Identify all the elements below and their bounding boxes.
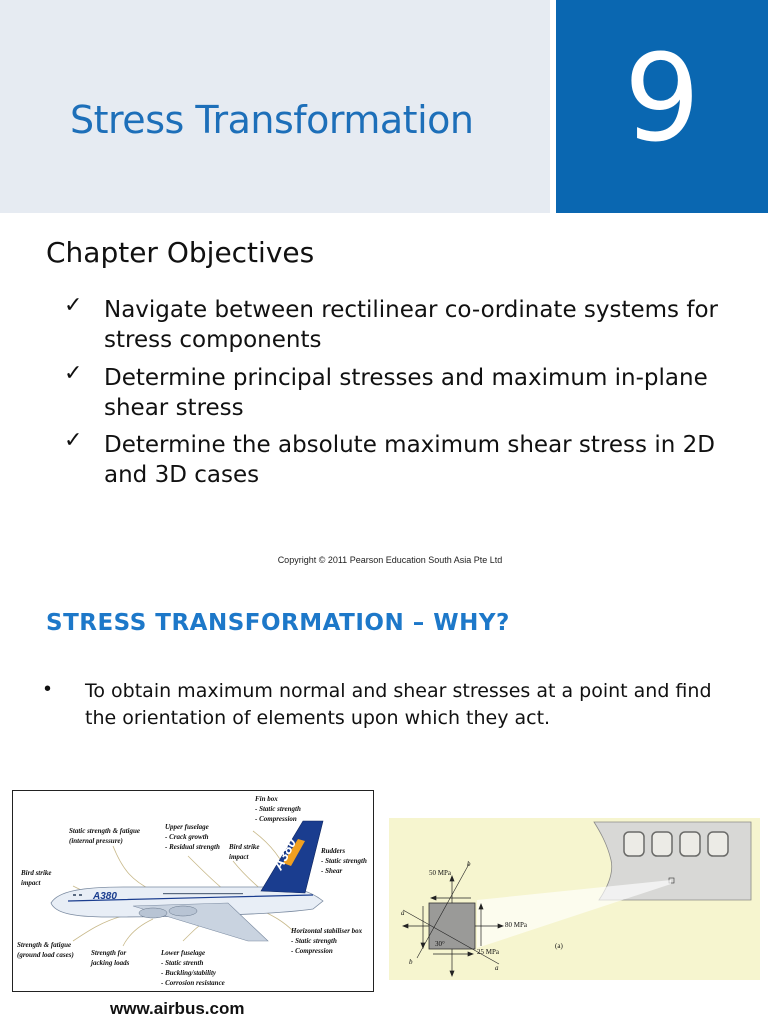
- airbus-a380-figure: [12, 790, 374, 992]
- bullet-icon: •: [44, 678, 52, 700]
- objective-text: Determine principal stresses and maximum in-plane shear stress: [104, 365, 708, 421]
- airbus-a380-illustration: [13, 791, 373, 991]
- fuselage-logo: A380: [93, 891, 117, 902]
- tail-logo: A380: [269, 835, 300, 873]
- chapter-title: Stress Transformation: [70, 98, 474, 142]
- rudders-label: Rudders - Static strength - Shear: [321, 847, 367, 875]
- axis-a-label: a: [401, 909, 405, 917]
- axis-b-label: b: [467, 860, 471, 868]
- objectives-heading: Chapter Objectives: [46, 236, 315, 269]
- figure-caption: (a): [555, 942, 563, 950]
- stress-element-figure: [389, 818, 760, 980]
- bird-strike-nose-label: Bird strike impact: [21, 869, 52, 887]
- fin-box-label: Fin box - Static strength - Compression: [255, 795, 301, 823]
- static-fatigue-label: Static strength & fatigue (internal pressure): [69, 827, 140, 845]
- axis-b2-label: b: [409, 958, 413, 966]
- bullet-text: To obtain maximum normal and shear stresses at a point and find the orientation of elements upon which they act.: [85, 680, 712, 729]
- checkmark-icon: ✓: [64, 292, 83, 317]
- bird-strike-tail-label: Bird strike impact: [229, 843, 260, 861]
- horizontal-stabiliser-label: Horizontal stabiliser box - Static strength - Compression: [291, 927, 363, 955]
- stress-element-diagram: [389, 818, 760, 980]
- engine: [169, 906, 197, 916]
- upper-fuselage-label: Upper fuselage - Crack growth - Residual strength: [165, 823, 220, 851]
- source-link[interactable]: www.airbus.com: [110, 999, 245, 1018]
- objective-text: Navigate between rectilinear co-ordinate systems for stress components: [104, 297, 718, 353]
- strength-jacking-label: Strength for jacking loads: [91, 949, 130, 967]
- engine: [139, 908, 167, 918]
- lower-fuselage-label: Lower fuselage - Static strenth - Buckling/stability - Corrosion resistance: [161, 949, 225, 987]
- copyright-notice: Copyright © 2011 Pearson Education South Asia Pte Ltd: [277, 555, 503, 565]
- angle-label: 30°: [435, 940, 445, 948]
- objective-text: Determine the absolute maximum shear stress in 2D and 3D cases: [104, 432, 715, 488]
- magnification-cone: [477, 880, 671, 948]
- stress-label-right: 80 MPa: [505, 921, 527, 929]
- section-heading: STRESS TRANSFORMATION – WHY?: [46, 610, 510, 636]
- checkmark-icon: ✓: [64, 427, 83, 452]
- stress-label-bottom: 25 MPa: [477, 948, 499, 956]
- axis-a2-label: a: [495, 964, 499, 972]
- strength-fatigue-ground-label: Strength & fatigue (ground load cases): [17, 941, 74, 959]
- checkmark-icon: ✓: [64, 360, 83, 385]
- chapter-number: 9: [623, 30, 701, 169]
- stress-label-top: 50 MPa: [429, 869, 451, 877]
